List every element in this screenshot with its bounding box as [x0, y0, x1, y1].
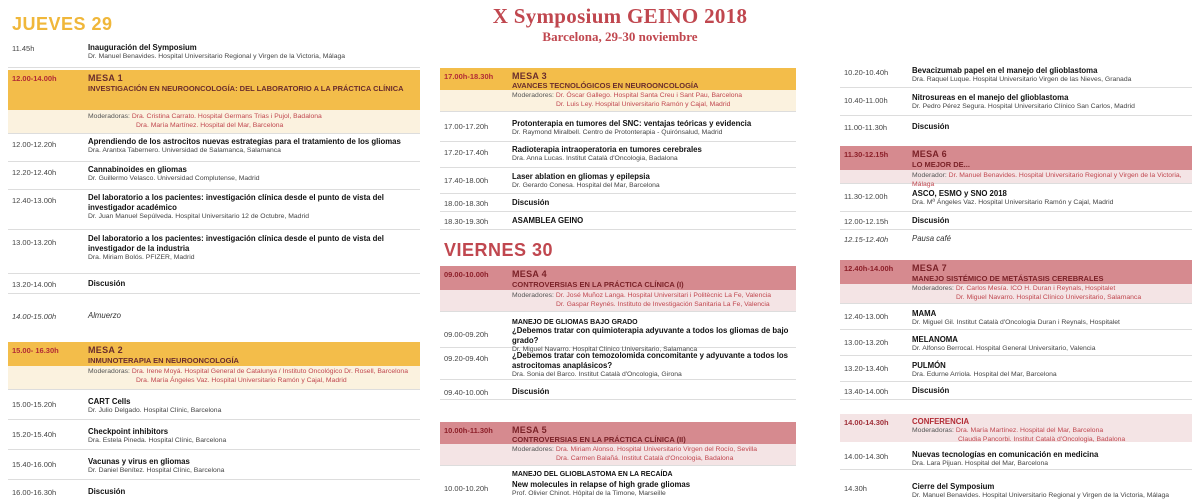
- moderator: Dr. Miguel Navarro. Hospital Clínico Universitario, Salamanca: [956, 293, 1142, 301]
- session-time: 14.30h: [844, 484, 867, 493]
- session-title: Cierre del Symposium: [912, 482, 995, 491]
- moderators-label: Moderadores:: [512, 92, 554, 99]
- moderator: Dra. Cristina Carrato. Hospital Germans Trias i Pujol, Badalona: [131, 113, 322, 120]
- session-row: [840, 356, 1192, 382]
- conference-block: [840, 414, 1192, 442]
- session-title: Checkpoint inhibitors: [88, 427, 169, 436]
- session-title: Discusión: [912, 122, 950, 131]
- session-row: [440, 168, 796, 194]
- session-time: 17.00-17.20h: [444, 122, 489, 131]
- moderator: Dr. José Muñoz Langa. Hospital Universitari i Politècnic La Fe, Valencia: [555, 292, 772, 299]
- mesa-4-banner: [440, 266, 796, 290]
- mesa-3-banner: [440, 68, 796, 90]
- mesa-6-moderators: [840, 170, 1192, 188]
- section-heading: [440, 470, 796, 480]
- mesa-title: LO MEJOR DE...: [912, 160, 970, 169]
- mesa-label: MESA 6: [912, 149, 947, 159]
- mesa-title: MANEJO SISTÉMICO DE METÁSTASIS CEREBRALES: [912, 274, 1104, 283]
- column-friday: [840, 0, 1192, 503]
- session-time: 17.40-18.00h: [444, 176, 489, 185]
- session-speaker: Dr. Daniel Benítez. Hospital Clínic, Barcelona: [88, 467, 225, 474]
- session-speaker: Dr. Manuel Benavides. Hospital Universitario Regional y Virgen de la Victoria, Málaga: [88, 53, 346, 60]
- moderator: Dra. María Martínez. Hospital del Mar, Barcelona: [955, 427, 1104, 434]
- mesa-2-banner: [8, 342, 420, 366]
- session-row: [440, 326, 796, 353]
- mesa-1-banner: [8, 70, 420, 110]
- session-speaker: Dr. Julio Delgado. Hospital Clínic, Barcelona: [88, 407, 222, 414]
- session-title: Pausa café: [912, 234, 952, 243]
- moderator: Dr. Manuel Benavides. Hospital Universitario Regional y Virgen de la Victoria, Málaga: [912, 172, 1182, 188]
- session-speaker: Dra. Sonia del Barco. Institut Català d'Oncologia, Girona: [512, 371, 682, 378]
- session-speaker: Dra. Mª Ángeles Vaz. Hospital Universitario Ramón y Cajal, Madrid: [912, 199, 1114, 206]
- session-title: Protonterapia en tumores del SNC: ventajas teóricas y evidencia: [512, 119, 752, 128]
- session-speaker: Dr. Miguel Gil. Institut Català d'Oncologia Duran i Reynals, Hospitalet: [912, 319, 1120, 326]
- mesa-title: INVESTIGACIÓN EN NEUROONCOLOGÍA: DEL LABORATORIO A LA PRÁCTICA CLÍNICA: [88, 84, 404, 93]
- mesa-time: 10.00h-11.30h: [444, 426, 493, 435]
- session-time: 13.00-13.20h: [12, 238, 57, 247]
- page-title: X Symposium GEINO 2018: [492, 4, 748, 28]
- conference-label: CONFERENCIA: [912, 417, 970, 426]
- session-title: ASCO, ESMO y SNO 2018: [912, 189, 1007, 198]
- moderator: Dr. Luis Ley. Hospital Universitario Ramón y Cajal, Madrid: [556, 100, 731, 108]
- mesa-time: 15.00- 16.30h: [12, 346, 59, 355]
- mesa-label: MESA 7: [912, 263, 947, 273]
- session-speaker: Dr. Guillermo Velasco. Universidad Complutense, Madrid: [88, 175, 260, 182]
- moderators-label: Moderadores:: [912, 285, 954, 292]
- day-heading-thursday: JUEVES 29: [12, 14, 113, 34]
- moderator: Dra. Carmen Balañá. Institut Català d'Oncologia, Badalona: [556, 454, 734, 462]
- session-title: ¿Debemos tratar con quimioterapia adyuvante a todos los gliomas de bajo grado?: [512, 326, 789, 345]
- session-speaker: Prof. Olivier Chinot. Hôpital de la Timone, Marseille: [512, 490, 666, 497]
- session-time: 12.40-13.00h: [12, 196, 57, 205]
- mesa-time: 09.00-10.00h: [444, 270, 489, 279]
- session-title: Laser ablation en gliomas y epilepsia: [512, 172, 650, 181]
- session-time: 12.20-12.40h: [12, 168, 57, 177]
- session-time: 09.20-09.40h: [444, 354, 489, 363]
- session-title: Vacunas y virus en gliomas: [88, 457, 190, 466]
- session-time: 10.40-11.00h: [844, 96, 888, 105]
- session-discussion: [840, 116, 1192, 138]
- session-speaker: Dra. Lara Pijuan. Hospital del Mar, Barcelona: [912, 460, 1049, 467]
- mesa-time: 11.30-12.15h: [844, 150, 889, 159]
- session-time: 13.20-13.40h: [844, 364, 889, 373]
- mesa-title: CONTROVERSIAS EN LA PRÁCTICA CLÍNICA (I): [512, 280, 684, 289]
- session-title: Discusión: [512, 198, 550, 207]
- session-title: Almuerzo: [88, 311, 121, 320]
- session-time: 11.30-12.00h: [844, 192, 888, 201]
- session-row: [8, 392, 420, 420]
- session-speaker: Dr. Manuel Benavides. Hospital Universitario Regional y Virgen de la Victoria, Málaga: [912, 492, 1170, 499]
- session-discussion: [8, 482, 420, 500]
- session-row: [440, 348, 796, 380]
- session-discussion: [8, 274, 420, 294]
- session-title: Radioterapia intraoperatoria en tumores cerebrales: [512, 145, 702, 154]
- session-time: 13.20-14.00h: [12, 280, 57, 289]
- session-row: [840, 88, 1192, 116]
- session-title: Discusión: [88, 487, 126, 496]
- session-title: ¿Debemos tratar con temozolomida concomitante y adyuvante a todos los astrocitomas anaplásicos?: [512, 351, 788, 370]
- session-title: Inauguración del Symposium: [88, 43, 197, 52]
- session-time: 13.40-14.00h: [844, 387, 889, 396]
- mesa-title: AVANCES TECNOLÓGICOS EN NEUROONCOLOGÍA: [512, 81, 699, 90]
- session-row: [440, 142, 796, 168]
- moderators-label: Moderadoras:: [88, 368, 130, 375]
- session-title: MAMA: [912, 309, 937, 318]
- session-title: Discusión: [512, 387, 550, 396]
- session-row: [8, 190, 420, 230]
- moderator: Claudia Pancorbi. Institut Català d'Oncologia, Badalona: [958, 435, 1126, 443]
- day-heading-friday: VIERNES 30: [444, 240, 554, 260]
- mesa-time: 17.00h-18.30h: [444, 72, 494, 81]
- session-row: [840, 446, 1192, 470]
- mesa-5-banner: [440, 422, 796, 444]
- session-speaker: Dr. Raymond Miralbell. Centro de Protonterapia - Quirónsalud, Madrid: [512, 129, 723, 136]
- session-title: Aprendiendo de los astrocitos nuevas estrategias para el tratamiento de los gliomas: [88, 137, 401, 146]
- session-time: 12.00-12.20h: [12, 140, 57, 149]
- mesa-time: 12.40h-14.00h: [844, 264, 894, 273]
- session-discussion: [440, 382, 796, 400]
- session-title: Discusión: [912, 216, 950, 225]
- session-title: CART Cells: [88, 397, 131, 406]
- mesa-6-banner: [840, 146, 1192, 170]
- session-speaker: Dra. Anna Lucas. Institut Català d'Oncologia, Badalona: [512, 155, 678, 162]
- moderators-label: Moderador:: [912, 172, 947, 179]
- session-time: 10.00-10.20h: [444, 484, 489, 493]
- session-time: 09.00-09.20h: [444, 330, 489, 339]
- page-subtitle: Barcelona, 29-30 noviembre: [542, 29, 698, 44]
- session-speaker: Dra. Edurne Arriola. Hospital del Mar, Barcelona: [912, 371, 1057, 378]
- session-time: 12.15-12.40h: [844, 235, 889, 244]
- session-speaker: Dra. Miriam Bolós. PFIZER, Madrid: [88, 254, 195, 261]
- session-title: Discusión: [88, 279, 126, 288]
- session-time: 10.20-10.40h: [844, 68, 889, 77]
- session-title: Nitrosureas en el manejo del glioblastoma: [912, 93, 1069, 102]
- session-title: Del laboratorio a los pacientes: investigación clínica desde el punto de vista del investigador de la industria: [88, 234, 384, 253]
- session-title: Del laboratorio a los pacientes: investigación clínica desde el punto de vista del investigador académico: [88, 193, 384, 212]
- session-time: 17.20-17.40h: [444, 148, 489, 157]
- mesa-time: 12.00-14.00h: [12, 74, 57, 83]
- session-row: [840, 184, 1192, 212]
- session-title: Bevacizumab papel en el manejo del glioblastoma: [912, 66, 1098, 75]
- mesa-7-banner: [840, 260, 1192, 284]
- mesa-4-moderators: [440, 290, 796, 312]
- session-speaker: Dr. Miguel Navarro. Hospital Clínico Universitario, Salamanca: [512, 346, 698, 353]
- session-discussion: [440, 194, 796, 212]
- session-row: [8, 420, 420, 450]
- session-time: 15.40-16.00h: [12, 460, 57, 469]
- session-speaker: Dra. Raquel Luque. Hospital Universitario Virgen de las Nieves, Granada: [912, 76, 1132, 83]
- moderator: Dr. Gaspar Reynés. Instituto de Investigación Sanitaria La Fe, Valencia: [556, 300, 770, 308]
- session-closing: [840, 478, 1192, 502]
- mesa-5-moderators: [440, 444, 796, 466]
- session-title: Cannabinoides en gliomas: [88, 165, 187, 174]
- moderators-label: Moderadoras:: [88, 113, 130, 120]
- session-time: 12.00-12.15h: [844, 217, 889, 226]
- session-speaker: Dr. Juan Manuel Sepúlveda. Hospital Universitario 12 de Octubre, Madrid: [88, 213, 310, 220]
- session-title: MELANOMA: [912, 335, 958, 344]
- session-time: 12.40-13.00h: [844, 312, 889, 321]
- session-title: New molecules in relapse of high grade gliomas: [512, 480, 691, 489]
- mesa-label: MESA 2: [88, 345, 123, 355]
- session-speaker: Dra. Arantxa Tabernero. Universidad de Salamanca, Salamanca: [88, 147, 281, 154]
- session-time: 18.30-19.30h: [444, 217, 489, 226]
- session-row: [840, 62, 1192, 88]
- session-time: 15.20-15.40h: [12, 430, 57, 439]
- mesa-label: MESA 4: [512, 269, 547, 279]
- session-discussion: [840, 212, 1192, 230]
- session-row: [840, 304, 1192, 330]
- session-speaker: Dr. Alfonso Berrocal. Hospital General Universitario, Valencia: [912, 345, 1096, 352]
- session-row: [440, 114, 796, 142]
- conference-time: 14.00-14.30h: [844, 418, 889, 427]
- session-speaker: Dr. Pedro Pérez Segura. Hospital Universitario Clínico San Carlos, Madrid: [912, 103, 1135, 110]
- session-row: [8, 230, 420, 274]
- session-title: PULMÓN: [912, 361, 946, 370]
- session-time: 14.00-15.00h: [12, 312, 57, 321]
- session-time: 09.40-10.00h: [444, 388, 489, 397]
- session-row: [8, 162, 420, 190]
- session-title: ASAMBLEA GEINO: [512, 216, 584, 225]
- mesa-label: MESA 3: [512, 71, 547, 81]
- moderator: Dr. Carlos Mesía. ICO H. Duran i Reynals, Hospitalet: [955, 285, 1116, 292]
- session-time: 11.45h: [12, 44, 35, 53]
- mesa-label: MESA 5: [512, 425, 547, 435]
- session-row: [8, 450, 420, 480]
- moderators-label: Moderadores:: [512, 292, 554, 299]
- session-break: [840, 230, 1192, 248]
- moderator: Dra. Irene Moyá. Hospital General de Catalunya / Instituto Oncológico Dr. Rosell, Barcelona: [131, 368, 408, 375]
- moderators-label: Moderadores:: [512, 446, 554, 453]
- mesa-1-moderators: [8, 110, 420, 134]
- mesa-3-moderators: [440, 90, 796, 112]
- session-discussion: [840, 382, 1192, 400]
- session-title: Nuevas tecnologías en comunicación en medicina: [912, 450, 1099, 459]
- session-time: 14.00-14.30h: [844, 452, 889, 461]
- column-thursday: [8, 0, 420, 503]
- session-time: 15.00-15.20h: [12, 400, 57, 409]
- session-lunch: [8, 306, 420, 328]
- moderator: Dr. Óscar Gallego. Hospital Santa Creu i Sant Pau, Barcelona: [555, 92, 743, 99]
- moderator: Dra. María Martínez. Hospital del Mar, Barcelona: [136, 121, 284, 129]
- column-thursday-friday: [440, 0, 796, 503]
- session-speaker: Dr. Gerardo Conesa. Hospital del Mar, Barcelona: [512, 182, 660, 189]
- mesa-title: CONTROVERSIAS EN LA PRÁCTICA CLÍNICA (II): [512, 435, 686, 444]
- mesa-7-moderators: [840, 284, 1192, 304]
- session-row: [840, 330, 1192, 356]
- session-time: 11.00-11.30h: [844, 123, 888, 132]
- mesa-2-moderators: [8, 366, 420, 390]
- session-time: 13.00-13.20h: [844, 338, 889, 347]
- session-row: [8, 134, 420, 162]
- session-title: Discusión: [912, 386, 950, 395]
- mesa-title: INMUNOTERAPIA EN NEUROONCOLOGÍA: [88, 356, 239, 365]
- session-assembly: [440, 212, 796, 230]
- moderators-label: Moderadoras:: [912, 427, 954, 434]
- mesa-label: MESA 1: [88, 73, 123, 83]
- moderator: Dra. Miriam Alonso. Hospital Universitario Virgen del Rocío, Sevilla: [555, 446, 758, 453]
- session-speaker: Dra. Estela Pineda. Hospital Clínic, Barcelona: [88, 437, 227, 444]
- session-opening: [8, 40, 420, 68]
- section-title: MANEJO DE GLIOMAS BAJO GRADO: [512, 319, 638, 326]
- session-time: 18.00-18.30h: [444, 199, 489, 208]
- session-time: 16.00-16.30h: [12, 488, 57, 497]
- section-title: MANEJO DEL GLIOBLASTOMA EN LA RECAÍDA: [512, 471, 673, 478]
- moderator: Dra. María Ángeles Vaz. Hospital Universitario Ramón y Cajal, Madrid: [136, 376, 347, 384]
- session-row: [440, 480, 796, 502]
